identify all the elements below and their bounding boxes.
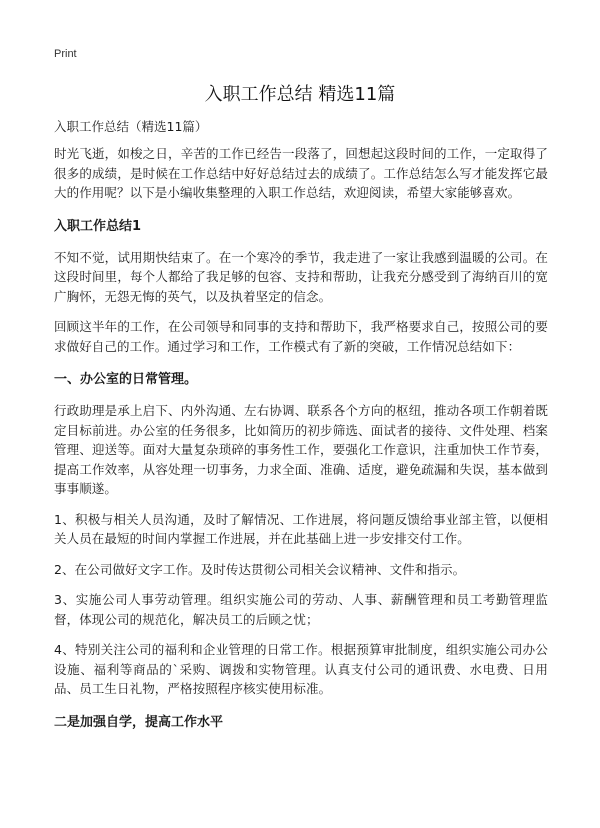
- section-heading-1: 入职工作总结1: [54, 218, 142, 234]
- paragraph-3: 行政助理是承上启下、内外沟通、左右协调、联系各个方向的枢纽，推动各项工作朝着既定目标前进。办公室的任务很多，比如简历的初步筛选、面试者的接待、文件处理、档案管理、迎送等。面对大量复杂琐碎的事务性工作，要强化工作意识，注重加快工作节奏，提高工作效率，从容处理一切事务，力求全面、准确、适度，避免疏漏和失误，基本做到事事顺遂。: [54, 403, 548, 496]
- document-body: [54, 118, 548, 744]
- subheading-self-study: 二是加强自学，提高工作水平: [54, 714, 224, 730]
- document-subtitle: 入职工作总结（精选11篇）: [54, 119, 208, 134]
- list-item-2: 2、在公司做好文字工作。及时传达贯彻公司相关会议精神、文件和指示。: [54, 561, 466, 577]
- paragraph-2: 回顾这半年的工作，在公司领导和同事的支持和帮助下，我严格要求自己，按照公司的要求做好自己的工作。通过学习和工作，工作模式有了新的突破，工作情况总结如下：: [54, 319, 548, 354]
- list-item-3: 3、实施公司人事劳动管理。组织实施公司的劳动、人事、薪酬管理和员工考勤管理监督，体现公司的规范化，解决员工的后顾之忧；: [54, 592, 548, 627]
- subheading-office-management: 一、办公室的日常管理。: [54, 372, 198, 387]
- page-title: 入职工作总结 精选11篇: [204, 84, 396, 105]
- intro-paragraph: 时光飞逝，如梭之日，辛苦的工作已经告一段落了，回想起这段时间的工作，一定取得了很多的成绩，是时候在工作总结中好好总结过去的成绩了。工作总结怎么写才能发挥它最大的作用呢？以下是小编收集整理的入职工作总结，欢迎阅读，希望大家能够喜欢。: [54, 146, 548, 200]
- paragraph-1: 不知不觉，试用期快结束了。在一个寒冷的季节，我走进了一家让我感到温暖的公司。在这段时间里，每个人都给了我足够的包容、支持和帮助，让我充分感受到了海纳百川的宽广胸怀，无怨无悔的英气，以及执着坚定的信念。: [54, 249, 548, 304]
- list-item-1: 1、积极与相关人员沟通，及时了解情况、工作进展，将问题反馈给事业部主管，以便相关人员在最短的时间内掌握工作进展，并在此基础上进一步安排交付工作。: [54, 511, 548, 546]
- list-item-4: 4、特别关注公司的福利和企业管理的日常工作。根据预算审批制度，组织实施公司办公设施、福利等商品的`采购、调拨和实物管理。认真支付公司的通讯费、水电费、日用品、员工生日礼物，严格按照程序核实使用标准。: [54, 642, 548, 696]
- print-link[interactable]: Print: [54, 48, 77, 60]
